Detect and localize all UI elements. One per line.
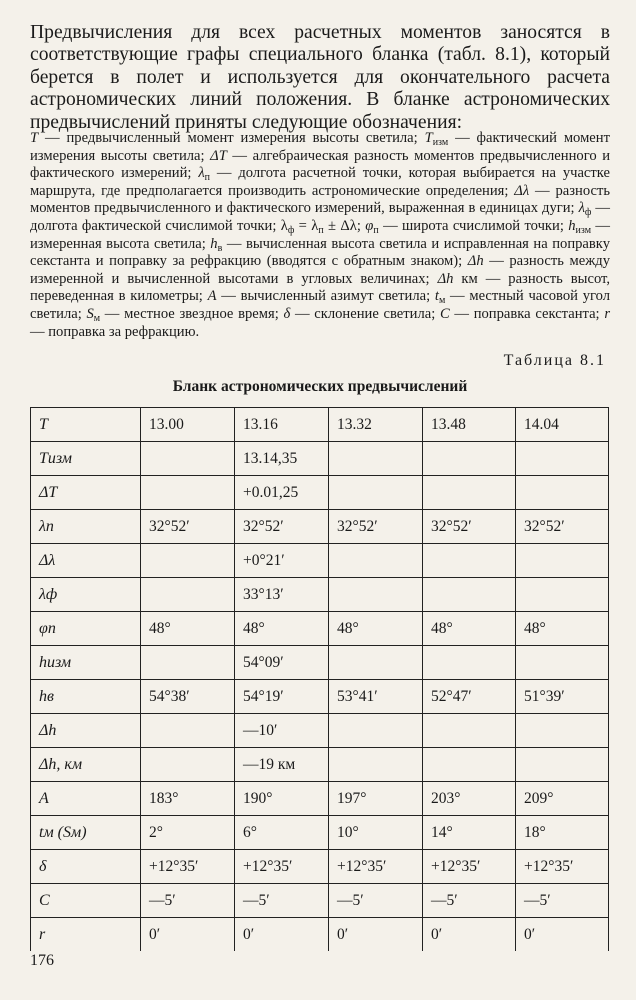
definition-symbol: r [604,305,610,322]
definition-symbol: t [434,288,439,305]
table-cell [423,646,516,680]
table-row [31,612,609,646]
definition-text: — широта счислимой точки; [378,217,569,234]
table-cell: —5′ [516,884,609,918]
table-cell: 14° [423,816,516,850]
table-cell [141,646,235,680]
table-row [31,476,609,510]
page-number: 176 [30,952,54,969]
definition-text: = λ [294,217,319,234]
table-cell: 54°19′ [235,680,329,714]
row-label: Tизм [31,442,141,476]
table-cell [329,476,423,510]
intro-paragraph: Предвычисления для всех расчетных моментов заносятся в соответствующие графы специального бланка (табл. 8.1), который берется в полет и используется для окончательного расчета астрономических линий положения. В бланке астрономических предвычислений приняты следующие обозначения: [30,22,610,133]
table-cell: —10′ [235,714,329,748]
table-cell: 13.32 [329,408,423,442]
table-cell: —5′ [235,884,329,918]
definition-text: км — разность высот, переведенная в километры; [30,270,610,305]
row-label: Δλ [31,544,141,578]
table-cell: 32°52′ [516,510,609,544]
row-label: ΔT [31,476,141,510]
table-cell [516,476,609,510]
table-row [31,408,609,442]
table-cell: +12°35′ [329,850,423,884]
table-cell [141,442,235,476]
definition-subscript: в [217,242,223,254]
table-cell: +12°35′ [141,850,235,884]
definition-symbol: λ [578,200,585,217]
table-cell: 14.04 [516,408,609,442]
definition-symbol: A [207,288,217,305]
table-row [31,680,609,714]
table-cell: +0.01,25 [235,476,329,510]
table-cell: 52°47′ [423,680,516,714]
table-cell: 48° [516,612,609,646]
table-title: Бланк астрономических предвычислений [172,378,468,395]
table-cell [516,748,609,782]
definition-subscript: п [373,224,379,236]
table-cell: 13.14,35 [235,442,329,476]
definition-subscript: изм [575,224,592,236]
table-row [31,850,609,884]
table-cell: 0′ [423,918,516,952]
definition-text: — вычисленный азимут светила; [216,288,435,305]
row-label: λп [31,510,141,544]
table-row [31,714,609,748]
table-row [31,578,609,612]
row-label: C [31,884,141,918]
table-cell: 0′ [235,918,329,952]
table-cell: 13.00 [141,408,235,442]
table-cell [329,748,423,782]
definition-subscript: изм [432,137,449,148]
row-label: λф [31,578,141,612]
table-cell: —5′ [423,884,516,918]
definition-subscript: п [204,172,211,184]
definition-text: — склонение светила; [290,305,440,322]
table-cell [329,714,423,748]
table-cell [516,544,609,578]
table-cell [329,578,423,612]
table-row [31,646,609,680]
definition-text: — местное звездное время; [100,305,284,322]
table-cell: 6° [235,816,329,850]
table-cell: 183° [141,782,235,816]
definition-symbol: h [568,217,576,234]
table-cell: 0′ [141,918,235,952]
table-cell: 32°52′ [141,510,235,544]
table-cell: 10° [329,816,423,850]
row-label: Δh, км [31,748,141,782]
table-cell: 48° [329,612,423,646]
table-cell: +12°35′ [423,850,516,884]
table-cell: 209° [516,782,609,816]
definition-symbol: φ [365,217,374,234]
definition-text: — фактический момент измерения высоты светила; [30,130,610,164]
definition-symbol: Δh [467,253,484,270]
table-cell [329,442,423,476]
table-row [31,782,609,816]
row-label: T [31,408,141,442]
table-row [31,884,609,918]
table-cell: 190° [235,782,329,816]
table-cell: 18° [516,816,609,850]
table-row [31,442,609,476]
row-label: r [31,918,141,952]
table-cell: 32°52′ [235,510,329,544]
table-cell [516,442,609,476]
definition-symbol: δ [283,305,291,322]
definition-subscript: ф [584,207,592,219]
row-label: φп [31,612,141,646]
row-label: Δh [31,714,141,748]
definition-text: ± Δλ; [323,217,366,234]
definition-text: — местный часовой угол светила; [30,288,610,322]
table-row [31,510,609,544]
definition-text: — алгебраическая разность моментов предвычисленного и фактического измерений; [30,147,611,182]
table-cell [141,578,235,612]
table-cell: +12°35′ [235,850,329,884]
table-cell [423,714,516,748]
table-cell: —5′ [141,884,235,918]
table-cell [516,646,609,680]
table-cell: 48° [423,612,516,646]
table-cell [423,442,516,476]
table-cell: 32°52′ [329,510,423,544]
definition-text: — разность между измеренной и вычисленной высотами в угловых величинах; [30,253,610,287]
definition-symbol: Δh [437,270,454,287]
definition-text: — поправка за рефракцию. [30,323,200,340]
table-cell: 33°13′ [235,578,329,612]
table-cell: —19 км [235,748,329,782]
definition-text: — долгота фактической счислимой точки; λ [30,200,610,234]
table-cell: 54°38′ [141,680,235,714]
definition-text: — поправка секстанта; [449,305,605,322]
table-cell [141,748,235,782]
row-label: A [31,782,141,816]
table-cell [141,476,235,510]
table-cell: 51°39′ [516,680,609,714]
table-row [31,918,609,952]
table-cell [423,544,516,578]
definition-text: — разность моментов предвычисленного и фактического измерений, выраженная в единицах дуги; [30,182,610,217]
row-label: hв [31,680,141,714]
table-number: Таблица 8.1 [503,352,606,369]
table-cell [141,714,235,748]
definition-symbol: S [86,305,94,322]
table-cell [516,714,609,748]
table-cell: 13.16 [235,408,329,442]
definition-subscript: м [438,295,446,307]
definition-text: — измеренная высота светила; [30,217,610,252]
definitions-paragraph [30,130,610,341]
definition-symbol: λ [198,165,205,182]
definition-subscript: м [93,312,101,324]
row-label: tм (Sм) [31,816,141,850]
table-cell: +0°21′ [235,544,329,578]
definition-symbol: T [30,130,39,146]
definition-text: — долгота расчетной точки, которая выбирается на участке маршрута, где предполагается производить астрономические определения; [30,165,610,199]
table-cell: 197° [329,782,423,816]
table-cell: 48° [141,612,235,646]
table-cell [423,578,516,612]
table-cell: 48° [235,612,329,646]
row-label: hизм [31,646,141,680]
table-cell [423,476,516,510]
table-cell: 203° [423,782,516,816]
table-cell: 2° [141,816,235,850]
table-cell: 13.48 [423,408,516,442]
table-cell: 32°52′ [423,510,516,544]
table-cell [141,544,235,578]
definition-symbol: C [439,305,450,322]
definition-text: — вычисленная высота светила и исправленная на поправку секстанта и поправку за рефракцию (вводятся с обратным знаком); [30,235,610,270]
table-cell: 0′ [516,918,609,952]
definition-text: — предвычисленный момент измерения высоты светила; [38,130,425,146]
table-cell: +12°35′ [516,850,609,884]
table-row [31,748,609,782]
table-cell: —5′ [329,884,423,918]
definition-subscript: п [318,224,324,236]
table-cell [329,646,423,680]
definition-symbol: T [424,130,433,146]
table-row [31,544,609,578]
table-row [31,816,609,850]
table-cell [423,748,516,782]
astronomical-precomputation-table [30,407,609,951]
table-cell: 53°41′ [329,680,423,714]
definition-symbol: Δλ [514,182,530,199]
definition-symbol: ΔT [210,147,227,164]
table-cell: 54°09′ [235,646,329,680]
table-cell: 0′ [329,918,423,952]
table-cell [329,544,423,578]
definition-symbol: h [210,235,218,252]
row-label: δ [31,850,141,884]
definition-subscript: ф [287,224,295,236]
table-cell [516,578,609,612]
